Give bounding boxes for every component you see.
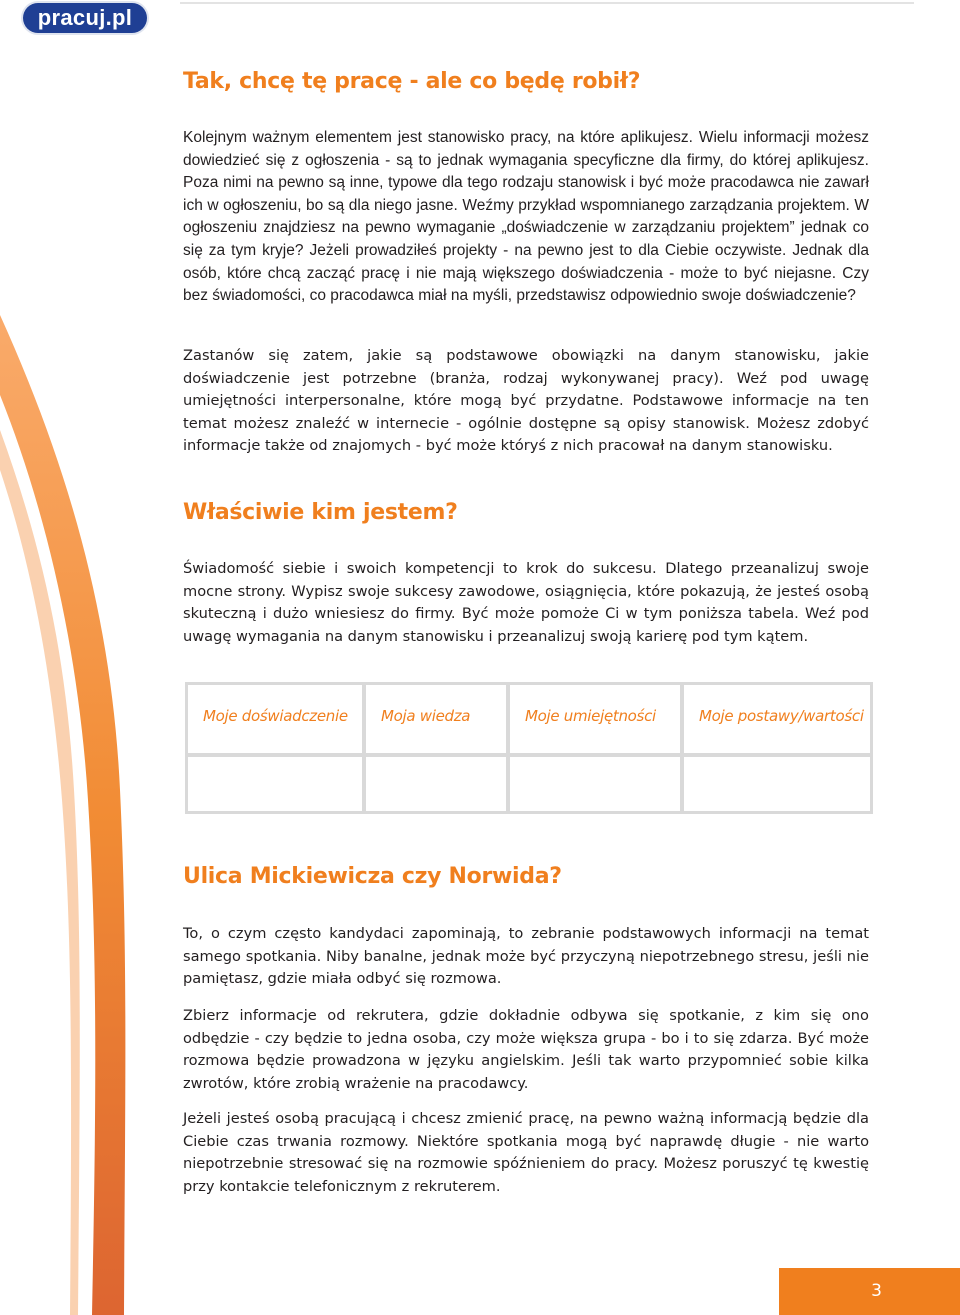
table-cell bbox=[510, 757, 680, 811]
section-title-location: Ulica Mickiewicza czy Norwida? bbox=[183, 864, 562, 889]
top-divider bbox=[180, 2, 914, 4]
paragraph: Kolejnym ważnym elementem jest stanowisko pracy, na które aplikujesz. Wielu informacji możesz dowiedzieć się z ogłoszenia - są to jednak wymagania specyficzne dla firmy, do której aplikujesz. Poza nimi na pewno są inne, typowe dla tego rodzaju stanowisk i być może pracodawca nie zawarł ich w ogłoszeniu, bo są dla niego jasne. Weźmy przykład wspomnianego zarządzania projektem. W ogłoszeniu znajdziesz na pewno wymaganie „doświadczenie w zarządzaniu projektem” jednak co się za tym kryje? Jeżeli prowadziłeś projekty - na pewno jest to dla Ciebie oczywiste. Jednak dla osób, które chcą zacząć pracę i nie mają większego doświadczenia - może to być niejasne. Czy bez świadomości, co pracodawca miał na myśli, przedstawisz odpowiednio swoje doświadczenie? bbox=[183, 129, 869, 305]
table-cell bbox=[684, 757, 870, 811]
paragraph: Zbierz informacje od rekrutera, gdzie dokładnie odbywa się spotkanie, z kim się ono odbędzie - czy będzie to jedna osoba, czy może większa grupa - bo i to się zdarza. Być może rozmowa będzie prowadzona w języku angielskim. Jeśli tak warto przypomnieć sobie kilka zwrotów, które zrobią wrażenie na pracodawcy. bbox=[183, 1007, 869, 1092]
section-title-self: Właściwie kim jestem? bbox=[183, 500, 458, 525]
table-cell bbox=[366, 757, 506, 811]
table-header-experience: Moje doświadczenie bbox=[188, 685, 362, 753]
table-header-knowledge: Moja wiedza bbox=[366, 685, 506, 753]
page-number: 3 bbox=[779, 1268, 960, 1315]
paragraph: Zastanów się zatem, jakie są podstawowe obowiązki na danym stanowisku, jakie doświadczenie jest potrzebne (branża, rodzaj wykonywanej pracy). Weź pod uwagę umiejętności interpersonalne, które mogą być przydatne. Podstawowe informacje na ten temat możesz znaleźć w internecie - ogólnie dostępne są opisy stanowisk. Możesz zdobyć informacje także od znajomych - być może któryś z nich pracował na danym stanowisku. bbox=[183, 347, 869, 455]
paragraph: Świadomość siebie i swoich kompetencji to krok do sukcesu. Dlatego przeanalizuj swoje mocne strony. Wypisz swoje sukcesy zawodowe, osiągnięcia, które pokazują, że jesteś osobą skuteczną i dużo wniesiesz do firmy. Być może pomoże Ci w tym poniższa tabela. Weź pod uwagę wymagania na danym stanowisku i przeanalizuj swoją karierę pod tym kątem. bbox=[183, 560, 869, 645]
section-title-job: Tak, chcę tę pracę - ale co będę robił? bbox=[183, 69, 641, 94]
table-header-attitudes: Moje postawy/wartości bbox=[684, 685, 870, 753]
paragraph: To, o czym często kandydaci zapominają, to zebranie podstawowych informacji na temat samego spotkania. Niby banalne, jednak może być przyczyną niepotrzebnego stresu, jeśli nie pamiętasz, gdzie miała odbyć się rozmowa. bbox=[183, 925, 869, 988]
paragraph: Jeżeli jesteś osobą pracującą i chcesz zmienić pracę, na pewno ważną informacją będzie dla Ciebie czas trwania rozmowy. Niektóre spotkania mogą być naprawdę długie - nie warto niepotrzebnie stresować się na rozmowie spóźnieniem do pracy. Możesz poruszyć tę kwestię przy kontakcie telefonicznym z rekruterem. bbox=[183, 1110, 869, 1195]
table-header-skills: Moje umiejętności bbox=[510, 685, 680, 753]
pracuj-logo[interactable]: pracuj.pl bbox=[23, 3, 147, 33]
decorative-swoosh bbox=[0, 0, 150, 1315]
self-analysis-table bbox=[185, 682, 873, 814]
table-cell bbox=[188, 757, 362, 811]
